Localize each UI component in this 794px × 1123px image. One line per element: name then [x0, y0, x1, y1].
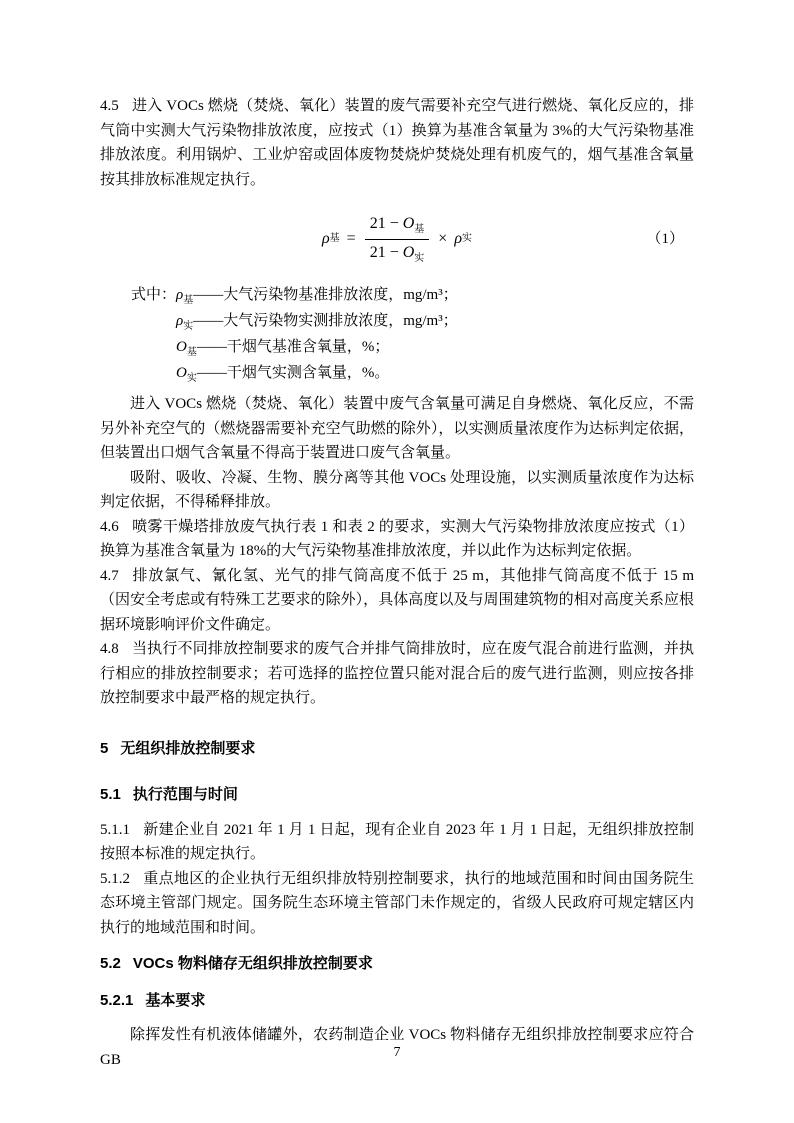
rho-base-symbol: ρ [321, 230, 330, 247]
para-combustion-oxygen: 进入 VOCs 燃烧（焚烧、氧化）装置中废气含氧量可满足自身燃烧、氧化反应，不需另外补充空气的（燃烧器需要补充空气助燃的除外），以实测质量浓度作为达标判定依据，但装置出口烟气含氧量不得高于装置进口废气含氧量。 [100, 396, 694, 461]
heading-5-2-1-number: 5.2.1 [100, 991, 134, 1009]
fraction-denominator [365, 240, 430, 264]
where-item-rho-measured [100, 308, 694, 334]
oxygen-base-symbol: O [176, 339, 187, 355]
rho-base-symbol: ρ [176, 287, 184, 303]
clause-4-5-number: 4.5 [100, 98, 119, 114]
heading-section-5-1 [100, 783, 694, 808]
rho-measured-symbol: ρ [176, 313, 184, 329]
where-item-text: ——大气污染物实测排放浓度，mg/m³； [193, 313, 458, 329]
oxygen-measured-subscript: 实 [414, 252, 425, 264]
clause-5-1-1-text: 新建企业自 2021 年 1 月 1 日起，现有企业自 2023 年 1 月 1 日起，无组织排放控制按照本标准的规定执行。 [100, 821, 694, 862]
clause-4-8 [100, 637, 694, 711]
where-item-text: ——大气污染物基准排放浓度，mg/m³； [193, 287, 458, 303]
oxygen-measured-symbol: O [176, 365, 187, 381]
clause-4-5 [100, 94, 694, 192]
rho-measured-subscript: 实 [462, 233, 473, 244]
heading-5-number: 5 [100, 739, 109, 757]
equals-sign: = [346, 230, 356, 247]
heading-5-1-number: 5.1 [100, 786, 121, 803]
where-intro-label: 式中： [131, 287, 177, 303]
heading-section-5-2 [100, 952, 694, 977]
heading-5-2-number: 5.2 [100, 955, 121, 972]
page-number: 7 [393, 1044, 401, 1060]
where-item-text: ——干烟气实测含氧量，%。 [196, 365, 390, 381]
numerator-lead: 21 − [369, 215, 403, 233]
clause-4-6-number: 4.6 [100, 518, 119, 535]
clause-5-1-2 [100, 867, 694, 941]
heading-5-title: 无组织排放控制要求 [120, 739, 256, 757]
clause-4-8-text: 当执行不同排放控制要求的废气合并排气筒排放时，应在废气混合前进行监测，并执行相应的排放控制要求；若可选择的监控位置只能对混合后的废气进行监测，则应按各排放控制要求中最严格的规定执行。 [100, 641, 694, 706]
clause-5-1-1-number: 5.1.1 [100, 821, 130, 838]
fraction [365, 214, 430, 263]
heading-5-2-title: VOCs 物料储存无组织排放控制要求 [132, 955, 373, 972]
clause-4-7-text: 排放氯气、氰化氢、光气的排气筒高度不低于 25 m，其他排气筒高度不低于 15 m（因安全考虑或有特殊工艺要求的除外），具体高度以及与周围建筑物的相对高度关系应根据环境影响评价文件确定。 [100, 567, 694, 633]
heading-section-5 [100, 737, 694, 762]
where-item-text: ——干烟气基准含氧量，%； [196, 339, 390, 355]
oxygen-measured-subscript: 实 [186, 373, 197, 384]
where-item-oxygen-measured [100, 360, 694, 386]
para-other-treatment: 吸附、吸收、冷凝、生物、膜分离等其他 VOCs 处理设施，以实测质量浓度作为达标判定依据，不得稀释排放。 [100, 469, 694, 510]
clause-4-7-number: 4.7 [100, 567, 119, 584]
rho-measured-symbol: ρ [454, 230, 463, 247]
multiply-sign: × [438, 230, 448, 247]
clause-4-6 [100, 515, 694, 564]
formula-1 [100, 206, 694, 272]
para-storage-requirement: 除挥发性有机液体储罐外，农药制造企业 VOCs 物料储存无组织排放控制要求应符合 GB [100, 1027, 694, 1068]
oxygen-measured-symbol: O [402, 243, 415, 261]
rho-base-subscript: 基 [183, 295, 194, 306]
clause-5-1-1 [100, 818, 694, 867]
formula-1-number: （1） [646, 230, 684, 247]
formula-1-expression [322, 214, 472, 263]
heading-5-2-1-title: 基本要求 [145, 991, 206, 1009]
oxygen-base-subscript: 基 [414, 224, 425, 236]
denominator-lead: 21 − [369, 243, 403, 261]
clause-5-1-2-text: 重点地区的企业执行无组织排放特别控制要求，执行的地域范围和时间由国务院生态环境主管部门规定。国务院生态环境主管部门未作规定的，省级人民政府可规定辖区内执行的地域范围和时间。 [100, 870, 694, 936]
oxygen-base-subscript: 基 [186, 347, 197, 358]
where-list [100, 282, 694, 386]
heading-5-1-title: 执行范围与时间 [132, 786, 238, 803]
oxygen-base-symbol: O [402, 215, 415, 233]
rho-measured-subscript: 实 [183, 321, 194, 332]
clause-4-6-text: 喷雾干燥塔排放废气执行表 1 和表 2 的要求，实测大气污染物排放浓度应按式（1）换算为基准含氧量为 18%的大气污染物基准排放浓度，并以此作为达标判定依据。 [100, 518, 694, 559]
heading-section-5-2-1 [100, 989, 694, 1014]
fraction-numerator [365, 214, 430, 239]
clause-4-7 [100, 564, 694, 638]
rho-base-subscript: 基 [329, 233, 340, 244]
where-item-rho-base [100, 282, 694, 308]
where-item-oxygen-base [100, 334, 694, 360]
clause-4-5-text: 进入 VOCs 燃烧（焚烧、氧化）装置的废气需要补充空气进行燃烧、氧化反应的，排气筒中实测大气污染物排放浓度，应按式（1）换算为基准含氧量为 3%的大气污染物基准排放浓度。利用锅炉、工业炉窑或固体废物焚烧炉焚烧处理有机废气的，烟气基准含氧量按其排放标准规定执行。 [100, 98, 694, 188]
clause-4-8-number: 4.8 [100, 641, 119, 657]
clause-5-1-2-number: 5.1.2 [100, 870, 130, 887]
